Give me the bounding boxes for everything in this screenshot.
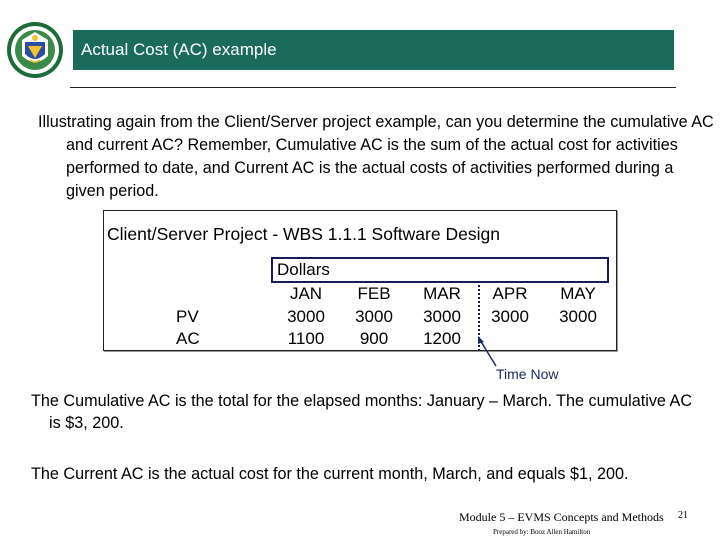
ac-cell: 1200 (423, 329, 461, 348)
table-title: Client/Server Project - WBS 1.1.1 Software Design (107, 224, 500, 244)
month-header: MAR (423, 284, 461, 303)
month-header: MAY (560, 284, 596, 303)
title-divider (70, 87, 676, 88)
intro-paragraph: Illustrating again from the Client/Server project example, can you determine the cumulative AC and current AC? Remember, Cumulative AC is the sum of the actual cost for activities performed to date, and Current AC is the actual costs of activities performed during a given period. (38, 113, 714, 200)
current-ac-paragraph: The Current AC is the actual cost for the current month, March, and equals $1, 200. (31, 465, 629, 483)
month-header: APR (492, 284, 528, 303)
pv-cell: 3000 (423, 307, 461, 326)
page-number: 21 (678, 510, 688, 521)
unit-label: Dollars (277, 260, 330, 279)
ac-cell: 1100 (287, 329, 325, 348)
pv-cell: 3000 (287, 307, 325, 326)
footer-module: Module 5 – EVMS Concepts and Methods (459, 510, 664, 524)
pv-cell: 3000 (355, 307, 393, 326)
pv-cell: 3000 (491, 307, 529, 326)
time-now-label: Time Now (496, 366, 559, 382)
row-label-ac: AC (176, 329, 200, 348)
month-header: FEB (357, 284, 391, 303)
slide-title-bar (73, 30, 674, 70)
ac-cell: 900 (359, 329, 389, 348)
unit-header (271, 257, 609, 283)
department-seal-logo (4, 20, 70, 80)
slide-title: Actual Cost (AC) example (81, 40, 277, 59)
row-label-pv: PV (176, 307, 199, 326)
footer-prepared-by: Prepared by: Booz Allen Hamilton (493, 528, 591, 536)
pv-cell: 3000 (559, 307, 597, 326)
cumulative-ac-paragraph: The Cumulative AC is the total for the elapsed months: January – March. The cumulative AC is $3, 200. (31, 392, 693, 432)
month-header: JAN (289, 284, 323, 303)
